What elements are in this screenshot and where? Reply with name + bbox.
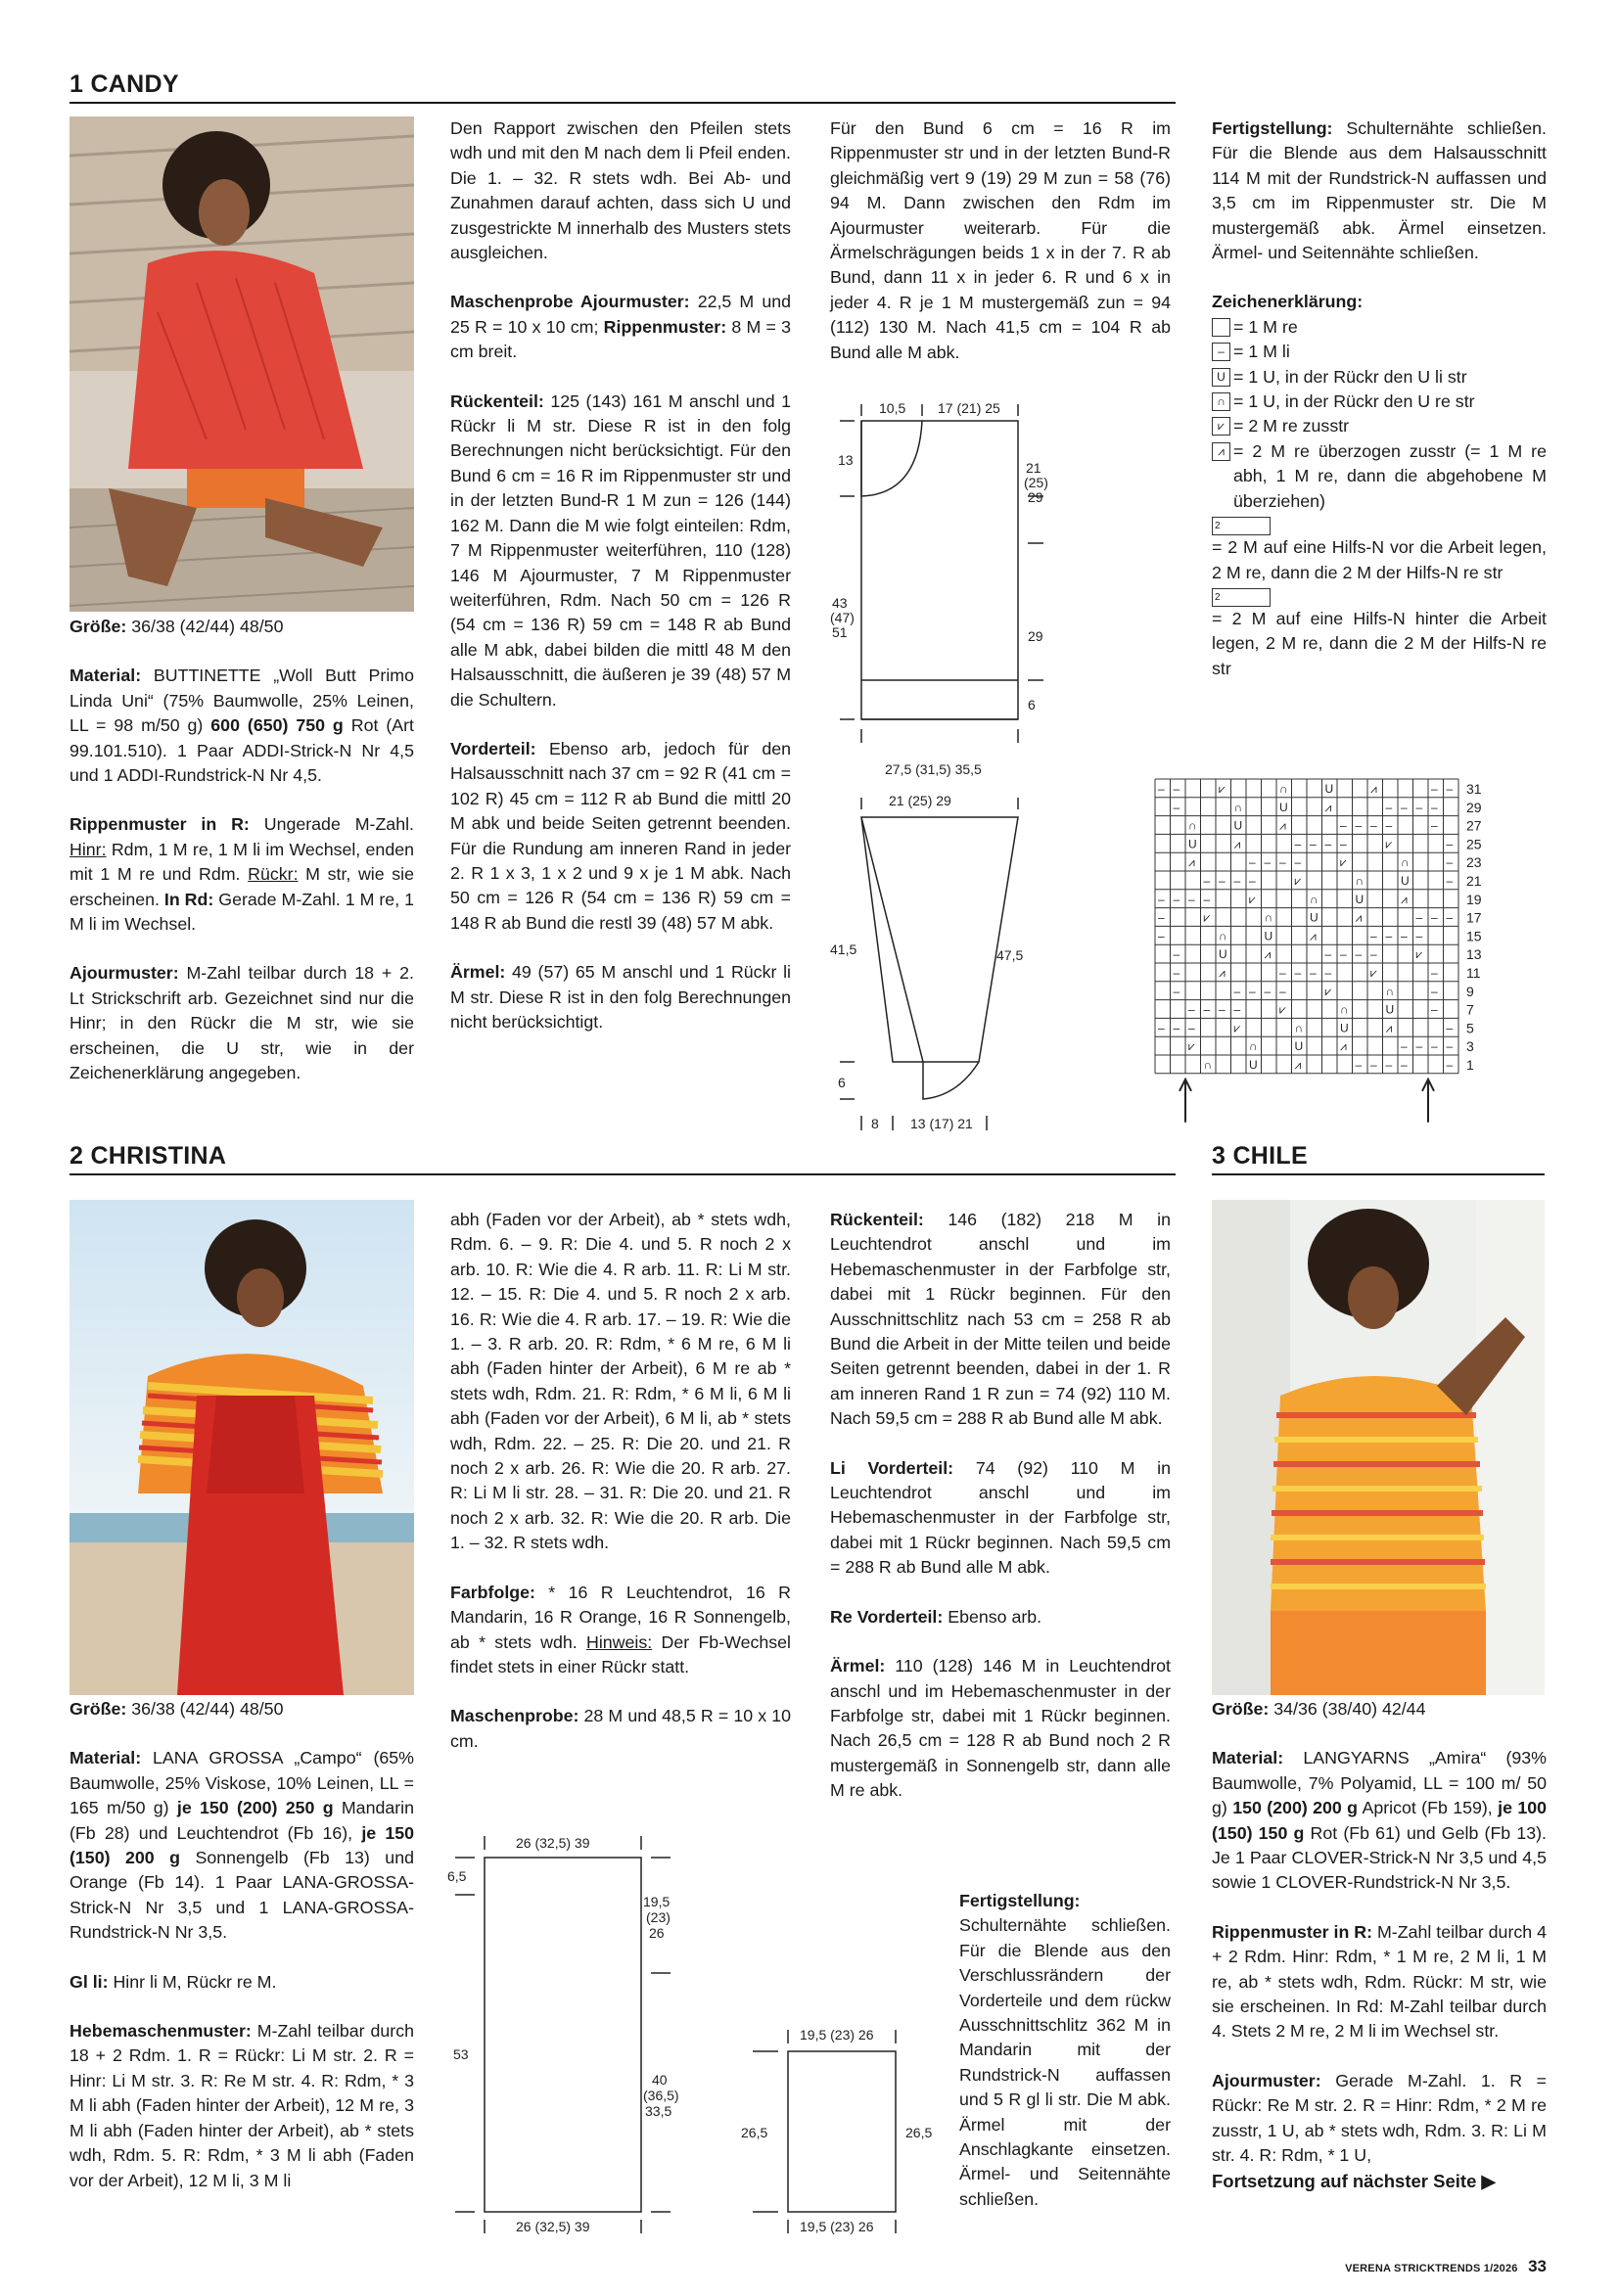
christina-finishing: Fertigstellung: Schulternähte schließen. Für die Blende aus den Verschlussrändern der Vorderteile und dem rückw Ausschnittschlitz 362 M in Mandarin mit der Rundstrick-N auffassen und 5 R gl li str. Die M abk. Ärmel mit der Anschlagkante einsetzen. Ärmel- und Seitennähte schließen. [959, 1891, 1171, 2209]
chart-cell-symbol: – [1294, 855, 1302, 870]
repeat-arrow-icon [1422, 1079, 1434, 1123]
candy-finishing: Fertigstellung: Schulternähte schließen. Für die Blende aus dem Halsausschnitt 114 M mit der Rundstrick-N auffassen und 3,5 cm im Rippenmuster str. Die M mustergemäß abk. Ärmel einsetzen. Ärmel- und Seitennähte schließen. [1212, 118, 1547, 263]
chart-cell-symbol: – [1446, 910, 1454, 925]
yarn-over-reverse-icon: ∩ [1212, 392, 1230, 411]
chart-cell-symbol: ∩ [1310, 892, 1318, 906]
chart-cell-symbol: ⩘ [1233, 837, 1241, 851]
candy-sleeve-cont: Für den Bund 6 cm = 16 R im Rippenmuster str und in der letzten Bund-R gleichmäßig vert 9 (19) 29 M zun = 58 (76) 94 M. Dann zwischen den Rdm im Ajourmuster weiterarb. Für die Ärmelschrägungen beids 1 x in der 7. R ab Bund, dann 11 x in jeder 6. R und 6 x in jeder 4. R je 1 M mustergemäß zun = 94 (112) 130 M. Nach 41,5 cm = 104 R ab Bund alle M abk. [830, 118, 1171, 362]
candy-repeat-text: Den Rapport zwischen den Pfeilen stets wdh und mit den M nach dem li Pfeil enden. Die 1. – 32. R stets wdh. Bei Ab- und Zunahmen darauf achten, dass sich U und zusgestrickte M innerhalb des Musters stets ausgleichen. [450, 118, 791, 263]
chart-cell-symbol: U [1219, 947, 1227, 962]
candy-col1 [69, 615, 414, 1111]
chart-cell-symbol: – [1158, 910, 1165, 925]
chart-cell-symbol: – [1431, 984, 1438, 998]
chart-cell-symbol: – [1279, 855, 1286, 870]
chart-cell-symbol: – [1401, 1039, 1408, 1054]
chart-cell-symbol: – [1203, 874, 1211, 888]
chart-cell-symbol: – [1310, 966, 1317, 980]
candy-material: Material: BUTTINETTE „Woll Butt Primo Linda Uni“ (75% Baumwolle, 25% Leinen, LL = 98 m/50 g) 600 (650) 750 g Rot (Art 99.101.510). 1 Paar ADDI-Strick-N Nr 4,5 und 1 ADDI-Rundstrick-N Nr 4,5. [69, 666, 414, 786]
sch-sleeve-cuff: 8 [871, 1116, 879, 1131]
chart-cell-symbol: – [1294, 966, 1302, 980]
sleeve-right: 26,5 [905, 2125, 933, 2140]
sch-sleeve-rib: 6 [838, 1075, 846, 1090]
chart-cell-symbol: ⩗ [1279, 1002, 1286, 1017]
chart-cell-symbol: – [1324, 966, 1332, 980]
chart-row-label: 31 [1466, 781, 1482, 797]
candy-rib-pattern: Rippenmuster in R: Ungerade M-Zahl. Hinr: Rdm, 1 M re, 1 M li im Wechsel, enden mit 1 M re und Rdm. Rückr: M str, wie sie erscheinen. In Rd: Gerade M-Zahl. 1 M re, 1 M li im Wechsel. [69, 814, 414, 935]
chart-cell-symbol: – [1355, 947, 1363, 962]
legend-item [1212, 315, 1547, 340]
chart-row-label: 17 [1466, 909, 1482, 926]
chart-row-label: 29 [1466, 799, 1482, 815]
body-bottom: 26 (32,5) 39 [516, 2219, 590, 2234]
sch-back-total-2: (47) [830, 610, 855, 625]
christina-title: 2 CHRISTINA [69, 1142, 1176, 1175]
chart-cell-symbol: – [1401, 929, 1408, 943]
body-top: 26 (32,5) 39 [516, 1835, 590, 1851]
chart-cell-symbol: – [1415, 929, 1423, 943]
chart-cell-symbol: – [1431, 818, 1438, 833]
chart-cell-symbol: – [1355, 818, 1363, 833]
chart-cell-symbol: ∩ [1219, 929, 1227, 943]
chart-row-label: 27 [1466, 817, 1482, 834]
chart-cell-symbol: – [1370, 947, 1377, 962]
cable-back-icon: 2 [1212, 588, 1271, 607]
chart-cell-symbol: – [1401, 1058, 1408, 1072]
legend-title: Zeichenerklärung: [1212, 292, 1364, 312]
christina-reverse-stockinette: Gl li: Hinr li M, Rückr re M. [69, 1971, 277, 1992]
chart-cell-symbol: – [1173, 947, 1180, 962]
chart-cell-symbol: – [1249, 984, 1256, 998]
chart-cell-symbol: U [1188, 837, 1197, 851]
sleeve-top: 19,5 (23) 26 [800, 2027, 874, 2043]
chart-cell-symbol: – [1370, 929, 1377, 943]
chart-cell-symbol: – [1158, 892, 1165, 906]
chart-cell-symbol: – [1173, 1021, 1180, 1035]
chart-cell-symbol: ⩘ [1324, 800, 1332, 814]
christina-slip-cont: abh (Faden vor der Arbeit), ab * stets wdh, Rdm. 6. – 9. R: Die 4. und 5. R noch 2 x arb. 10. R: Wie die 4. R arb. 11. R: Li M str. 12. – 15. R: Die 4. und 5. R noch 2 x arb. 16. R: Wie die 4. R arb. 17. – 19. R: Wie die 1. – 3. R arb. 20. R: Rdm, * 6 M re, 6 M li abh (Faden hinter der Arbeit), 6 M re ab * stets wdh, Rdm. 21. R: Rdm, * 6 M li, 6 M li abh (Faden vor der Arbeit), 6 M li, ab * stets wdh, Rdm. 22. – 25. R: Die 20. und 21. R noch 2 x arb. 26. R: Wie die 20. R arb. 27. R: Li M li str. 28. – 31. R: Die 20. und 21. R noch 2 x arb. 32. R: Wie die 20. R arb. Die 1. – 32. R stets wdh. [450, 1210, 791, 1553]
chart-cell-symbol: – [1249, 855, 1256, 870]
christina-color-seq: Farbfolge: * 16 R Leuchtendrot, 16 R Mandarin, 16 R Orange, 16 R Sonnengelb, ab * stets wdh. Hinweis: Der Fb-Wechsel findet stets in einer Rückr statt. [450, 1582, 791, 1676]
sch-back-neck: 10,5 [879, 400, 906, 416]
candy-back: Rückenteil: 125 (143) 161 M anschl und 1 Rückr li M str. Diese R ist in den folg Berechnungen nicht berücksichtigt. Für den Bund 6 cm = 16 R im Rippenmuster str und in der letzten Bund-R 1 M zun = 126 (144) 162 M. Dann die M wie folgt einteilen: Rdm, 7 M Rippenmuster weiterführen, 110 (128) 146 M Ajourmuster, 7 M Rippenmuster weiterführen, Rdm. Nach 50 cm = 126 R (54 cm = 136 R) 59 cm = 148 R ab Bund alle M abk, dabei bilden die mittl 48 M den Halsausschnitt, die äußeren je 39 (48) 57 M die Schultern. [450, 390, 791, 710]
chart-cell-symbol: ⩗ [1415, 947, 1423, 962]
chart-cell-symbol: U [1279, 800, 1288, 814]
chart-cell-symbol: – [1324, 837, 1332, 851]
chart-cell-symbol: – [1431, 800, 1438, 814]
chart-cell-symbol: – [1446, 837, 1454, 851]
chart-cell-symbol: U [1249, 1058, 1258, 1072]
legend-text: = 2 M auf eine Hilfs-N vor die Arbeit legen, 2 M re, dann die 2 M der Hilfs-N re str [1212, 537, 1547, 582]
chart-cell-symbol: ∩ [1385, 984, 1395, 998]
chart-cell-symbol: ⩗ [1324, 984, 1332, 998]
chart-cell-symbol: ⩘ [1294, 1058, 1302, 1072]
chart-cell-symbol: ∩ [1401, 855, 1410, 870]
chart-cell-symbol: – [1233, 1002, 1241, 1017]
candy-col3 [830, 116, 1171, 390]
sch-back-width: 27,5 (31,5) 35,5 [885, 761, 982, 777]
chile-photo [1212, 1200, 1545, 1695]
chart-cell-symbol: ⩗ [1233, 1021, 1241, 1035]
legend-text: = 1 U, in der Rückr den U li str [1233, 366, 1467, 387]
knitting-chart [1153, 775, 1564, 1127]
cable-front-icon: 2 [1212, 517, 1271, 535]
chart-row-label: 25 [1466, 836, 1482, 852]
chart-cell-symbol: U [1264, 929, 1273, 943]
legend-text: = 1 M re [1233, 316, 1298, 337]
candy-lace-pattern: Ajourmuster: M-Zahl teilbar durch 18 + 2. Lt Strickschrift arb. Gezeichnet sind nur die Hinr; in den Rückr die M str, wie sie erscheinen, die U str, wie in der Zeichenerklärung angegeben. [69, 963, 414, 1083]
chart-row-label: 1 [1466, 1057, 1474, 1073]
ssk-icon: ⩘ [1212, 442, 1230, 461]
chart-cell-symbol: – [1233, 984, 1241, 998]
chart-cell-symbol: ⩗ [1340, 855, 1347, 870]
chart-cell-symbol: – [1446, 1021, 1454, 1035]
chart-cell-symbol: ⩘ [1310, 929, 1317, 943]
chart-cell-symbol: – [1264, 984, 1272, 998]
chart-cell-symbol: ⩗ [1370, 966, 1377, 980]
yarn-over-icon: U [1212, 368, 1230, 387]
chart-cell-symbol: – [1279, 966, 1286, 980]
chart-cell-symbol: – [1173, 800, 1180, 814]
chart-row-label: 23 [1466, 854, 1482, 871]
christina-back: Rückenteil: 146 (182) 218 M in Leuchtendrot anschl und im Hebemaschenmuster in der Farbfolge str, dabei mit 1 Rückr beginnen. Für den Ausschnittschlitz nach 53 cm = 258 R ab Bund die Arbeit in der Mitte teilen und beide Seiten getrennt beenden, dabei in der 1. R am inneren Rand 1 R zun = 74 (92) 110 M. Nach 59,5 cm = 288 R ab Bund alle M abk. [830, 1210, 1171, 1429]
chart-cell-symbol: ⩗ [1249, 892, 1256, 906]
chart-cell-symbol: – [1385, 929, 1393, 943]
chart-row-label: 19 [1466, 891, 1482, 907]
body-right-top-3: 26 [649, 1925, 665, 1941]
chart-cell-symbol: ⩘ [1355, 910, 1363, 925]
chart-cell-symbol: – [1173, 892, 1180, 906]
chart-cell-symbol: – [1415, 800, 1423, 814]
chart-cell-symbol: U [1340, 1021, 1349, 1035]
christina-col3 [830, 1208, 1171, 1828]
body-right-top-1: 19,5 [643, 1894, 671, 1909]
chart-row-label: 3 [1466, 1038, 1474, 1055]
chart-row-label: 9 [1466, 983, 1474, 999]
chart-cell-symbol: U [1401, 874, 1410, 888]
christina-gauge: Maschenprobe: 28 M und 48,5 R = 10 x 10 cm. [450, 1706, 791, 1751]
footer-magazine: VERENA STRICKTRENDS 1/2026 [1345, 2263, 1518, 2274]
body-right-1: 40 [652, 2072, 668, 2088]
christina-col2 [450, 1208, 791, 1778]
chart-cell-symbol: – [1158, 929, 1165, 943]
chart-cell-symbol: – [1446, 874, 1454, 888]
legend-list [1212, 315, 1547, 681]
chart-cell-symbol: – [1173, 966, 1180, 980]
chart-cell-symbol: – [1446, 855, 1454, 870]
legend-text: = 2 M re zusstr [1233, 416, 1350, 436]
chart-cell-symbol: U [1310, 910, 1318, 925]
sch-back-total-1: 43 [832, 595, 848, 611]
chart-cell-symbol: – [1446, 1039, 1454, 1054]
chart-cell-symbol: ⩘ [1370, 782, 1377, 796]
chart-cell-symbol: – [1158, 1021, 1165, 1035]
chart-cell-symbol: ⩗ [1203, 910, 1211, 925]
chart-cell-symbol: – [1219, 1002, 1226, 1017]
footer-page: 33 [1528, 2257, 1547, 2275]
chart-cell-symbol: – [1431, 1039, 1438, 1054]
chart-cell-symbol: ⩗ [1219, 782, 1226, 796]
christina-left-front: Li Vorderteil: 74 (92) 110 M in Leuchtendrot anschl und im Hebemaschenmuster in der Farbfolge str, dabei mit 1 Rückr beginnen. Nach 59,5 cm = 288 R ab Bund alle M abk. [830, 1457, 1171, 1578]
chart-cell-symbol: – [1294, 837, 1302, 851]
chart-cell-symbol: – [1385, 1058, 1393, 1072]
chile-material: Material: LANGYARNS „Amira“ (93% Baumwolle, 7% Polyamid, LL = 100 m/ 50 g) 150 (200) 200 g Apricot (Fb 159), je 100 (150) 150 g Rot (Fb 61) und Gelb (Fb 13). Je 1 Paar CLOVER-Strick-N Nr 3,5 und 4,5 sowie 1 CLOVER-Rundstrick-N Nr 3,5. [1212, 1748, 1548, 1893]
chart-cell-symbol: – [1370, 818, 1377, 833]
chart-cell-symbol: – [1264, 855, 1272, 870]
chart-cell-symbol: – [1431, 782, 1438, 796]
chart-row-label: 15 [1466, 928, 1482, 944]
chart-cell-symbol: – [1188, 1021, 1195, 1035]
purl-icon: – [1212, 343, 1230, 361]
sleeve-bottom: 19,5 (23) 26 [800, 2219, 874, 2234]
christina-material: Material: LANA GROSSA „Campo“ (65% Baumwolle, 25% Viskose, 10% Leinen, LL = 165 m/50 g) je 150 (200) 250 g Mandarin (Fb 28) und Leuchtendrot (Fb 16), je 150 (150) 200 g Sonnengelb (Fb 13) und Orange (Fb 14). 1 Paar LANA-GROSSA-Strick-N Nr 3,5 und 1 LANA-GROSSA-Rundstrick-N Nr 3,5. [69, 1748, 415, 1943]
sch-back-rib: 6 [1028, 697, 1036, 712]
sch-back-armhole-1: 21 [1026, 460, 1041, 476]
body-left-top: 6,5 [447, 1868, 467, 1884]
chart-cell-symbol: ∩ [1279, 782, 1288, 796]
chart-cell-symbol: – [1188, 892, 1195, 906]
sleeve-left: 26,5 [741, 2125, 768, 2140]
chart-cell-symbol: ∩ [1188, 818, 1197, 833]
chart-cell-symbol: ∩ [1294, 1021, 1304, 1035]
candy-title: 1 CANDY [69, 70, 1176, 104]
candy-col4 [1212, 116, 1547, 681]
chart-cell-symbol: – [1324, 947, 1332, 962]
chart-cell-symbol: – [1310, 837, 1317, 851]
chart-cell-symbol: – [1173, 984, 1180, 998]
chart-cell-symbol: ∩ [1249, 1039, 1258, 1054]
chart-cell-symbol: U [1294, 1039, 1304, 1054]
chart-cell-symbol: – [1233, 874, 1241, 888]
k2tog-icon: ⩗ [1212, 417, 1230, 436]
chart-cell-symbol: ⩘ [1340, 1039, 1347, 1054]
legend-text: = 2 M re überzogen zusstr (= 1 M re abh, 1 M re, dann die abgehobene M überziehen) [1233, 440, 1547, 511]
chart-cell-symbol: – [1431, 966, 1438, 980]
legend-item [1212, 585, 1547, 681]
chart-cell-symbol: U [1324, 782, 1334, 796]
sch-back-neck-depth: 13 [838, 452, 854, 468]
christina-photo [69, 1200, 414, 1695]
chart-cell-symbol: ∩ [1264, 910, 1273, 925]
sch-back-armhole-2: (25) [1024, 475, 1048, 490]
christina-sleeve-schematic [739, 2016, 954, 2251]
chart-cell-symbol: ⩘ [1401, 892, 1408, 906]
chart-cell-symbol: – [1173, 782, 1180, 796]
legend-item [1212, 365, 1547, 390]
candy-photo [69, 116, 414, 612]
candy-gauge: Maschenprobe Ajourmuster: 22,5 M und 25 R = 10 x 10 cm; Rippenmuster: 8 M = 3 cm breit. [450, 292, 791, 362]
candy-sleeves: Ärmel: 49 (57) 65 M anschl und 1 Rückr li M str. Diese R ist in den folg Berechnungen nicht berücksichtigt. [450, 962, 791, 1032]
sch-sleeve-right: 47,5 [996, 947, 1024, 963]
chart-cell-symbol: – [1188, 1002, 1195, 1017]
chart-cell-symbol: – [1431, 910, 1438, 925]
chile-size: Größe: 34/36 (38/40) 42/44 [1212, 1699, 1426, 1719]
continued-link[interactable]: Fortsetzung auf nächster Seite ▶ [1212, 2170, 1496, 2191]
sch-back-body: 29 [1028, 628, 1043, 644]
christina-right-front: Re Vorderteil: Ebenso arb. [830, 1606, 1042, 1627]
chart-cell-symbol: U [1385, 1002, 1395, 1017]
christina-body-schematic [445, 1828, 690, 2249]
chile-lace: Ajourmuster: Gerade M-Zahl. 1. R = Rückr: Re M str. 2. R = Hinr: Rdm, * 2 M re zusstr, 1 U, ab * stets wdh, Rdm. 3. R: Li M str. 4. R: Rdm, * 1 U, [1212, 2070, 1547, 2166]
chart-cell-symbol: – [1355, 1058, 1363, 1072]
chart-row-label: 21 [1466, 873, 1482, 889]
chart-cell-symbol: – [1446, 1058, 1454, 1072]
chart-cell-symbol: – [1249, 874, 1256, 888]
chart-cell-symbol: ⩘ [1219, 966, 1226, 980]
legend-item [1212, 340, 1547, 364]
chart-cell-symbol: ∩ [1340, 1002, 1349, 1017]
chart-cell-symbol: ⩗ [1188, 1039, 1195, 1054]
chart-cell-symbol: ⩘ [1385, 1021, 1393, 1035]
chart-cell-symbol: – [1446, 782, 1454, 796]
christina-slip-pattern: Hebemaschenmuster: M-Zahl teilbar durch 18 + 2 Rdm. 1. R = Rückr: Li M str. 2. R = Hinr: Li M str. 3. R: Re M str. 4. R: Rdm, * 3 M li abh (Faden hinter der Arbeit), 12 M re, 3 M li abh (Faden hinter der Arbeit), ab * stets wdh, Rdm. 5. R: Rdm, * 3 M li abh (Faden vor der Arbeit), 12 M li, 3 M li [69, 2021, 414, 2190]
sch-sleeve-left: 41,5 [830, 941, 857, 957]
chart-row-label: 7 [1466, 1001, 1474, 1018]
chart-cell-symbol: ∩ [1203, 1058, 1213, 1072]
chart-cell-symbol: ⩘ [1264, 947, 1272, 962]
chart-cell-symbol: – [1340, 818, 1347, 833]
chart-cell-symbol: – [1279, 984, 1286, 998]
knit-icon [1212, 318, 1230, 337]
legend-text: = 2 M auf eine Hilfs-N hinter die Arbeit legen, 2 M re, dann die 2 M der Hilfs-N re str [1212, 608, 1547, 678]
repeat-arrow-icon [1180, 1079, 1191, 1123]
body-right-2: (36,5) [643, 2088, 679, 2103]
body-right-3: 33,5 [645, 2103, 672, 2119]
legend-item [1212, 414, 1547, 438]
body-right-top-2: (23) [646, 1909, 671, 1925]
chile-title: 3 CHILE [1212, 1142, 1545, 1175]
chart-cell-symbol: U [1355, 892, 1365, 906]
chart-cell-symbol: – [1415, 1039, 1423, 1054]
chart-cell-symbol: – [1340, 947, 1347, 962]
legend-item [1212, 439, 1547, 514]
chart-cell-symbol: ⩘ [1188, 855, 1195, 870]
chart-cell-symbol: ⩘ [1279, 818, 1286, 833]
chart-row-label: 5 [1466, 1020, 1474, 1036]
sch-back-shoulder: 17 (21) 25 [938, 400, 1000, 416]
candy-size: Größe: 36/38 (42/44) 48/50 [69, 617, 284, 636]
chart-row-label: 13 [1466, 946, 1482, 963]
chart-cell-symbol: – [1415, 910, 1423, 925]
footer [1331, 2257, 1547, 2276]
chart-cell-symbol: ⩗ [1385, 837, 1393, 851]
chart-cell-symbol: – [1340, 837, 1347, 851]
candy-schematic [830, 387, 1171, 1135]
chart-cell-symbol: U [1233, 818, 1243, 833]
chart-cell-symbol: – [1203, 1002, 1211, 1017]
legend-text: = 1 M li [1233, 342, 1290, 362]
sch-back-total-3: 51 [832, 624, 848, 640]
chile-col [1212, 1697, 1547, 2193]
chart-cell-symbol: ∩ [1355, 874, 1365, 888]
chart-cell-symbol: – [1401, 800, 1408, 814]
chart-cell-symbol: – [1431, 1002, 1438, 1017]
chart-cell-symbol: – [1385, 818, 1393, 833]
chart-row-label: 11 [1466, 965, 1481, 981]
chile-rib: Rippenmuster in R: M-Zahl teilbar durch 4 + 2 Rdm. Hinr: Rdm, * 1 M re, 2 M li, 1 M re, ab * stets wdh, Rdm. Rückr: M str, wie sie erscheinen. In Rd: M-Zahl teilbar durch 4. Stets 2 M re, 2 M li im Wechsel str. [1212, 1921, 1547, 2042]
christina-sleeves: Ärmel: 110 (128) 146 M in Leuchtendrot anschl und im Hebemaschenmuster in der Farbfolge str, dabei mit 1 Rückr beginnen. Nach 26,5 cm = 128 R ab Bund noch 2 R mustergemäß in Sonnengelb str, dann alle M re abk. [830, 1656, 1171, 1801]
candy-col2 [450, 116, 791, 1059]
legend-text: = 1 U, in der Rückr den U re str [1233, 391, 1475, 412]
christina-size: Größe: 36/38 (42/44) 48/50 [69, 1699, 284, 1719]
legend-item [1212, 514, 1547, 585]
legend-item [1212, 390, 1547, 414]
chart-cell-symbol: – [1158, 782, 1165, 796]
body-left: 53 [453, 2046, 469, 2062]
chart-cell-symbol: – [1203, 892, 1211, 906]
chart-cell-symbol: – [1370, 1058, 1377, 1072]
chart-cell-symbol: – [1219, 874, 1226, 888]
candy-front: Vorderteil: Ebenso arb, jedoch für den Halsausschnitt nach 37 cm = 92 R (41 cm = 102 R) 45 cm = 112 R ab Bund die mittl 20 M abk und beide Seiten getrennt beenden. Für die Rundung am inneren Rand in jeder 2. R 1 x 3, 1 x 2 und 9 x je 1 M abk. Nach 50 cm = 126 R (54 cm = 136 R) 59 cm = 148 R ab Bund die restl 39 (48) 57 M abk. [450, 738, 791, 933]
sch-sleeve-top: 21 (25) 29 [889, 793, 951, 808]
sch-sleeve-bottom: 13 (17) 21 [910, 1116, 973, 1131]
chart-cell-symbol: – [1385, 800, 1393, 814]
sch-back-armhole-3: 29 [1028, 489, 1043, 505]
christina-col1 [69, 1697, 414, 2218]
chart-cell-symbol: ∩ [1233, 800, 1243, 814]
chart-cell-symbol: ⩗ [1294, 874, 1302, 888]
